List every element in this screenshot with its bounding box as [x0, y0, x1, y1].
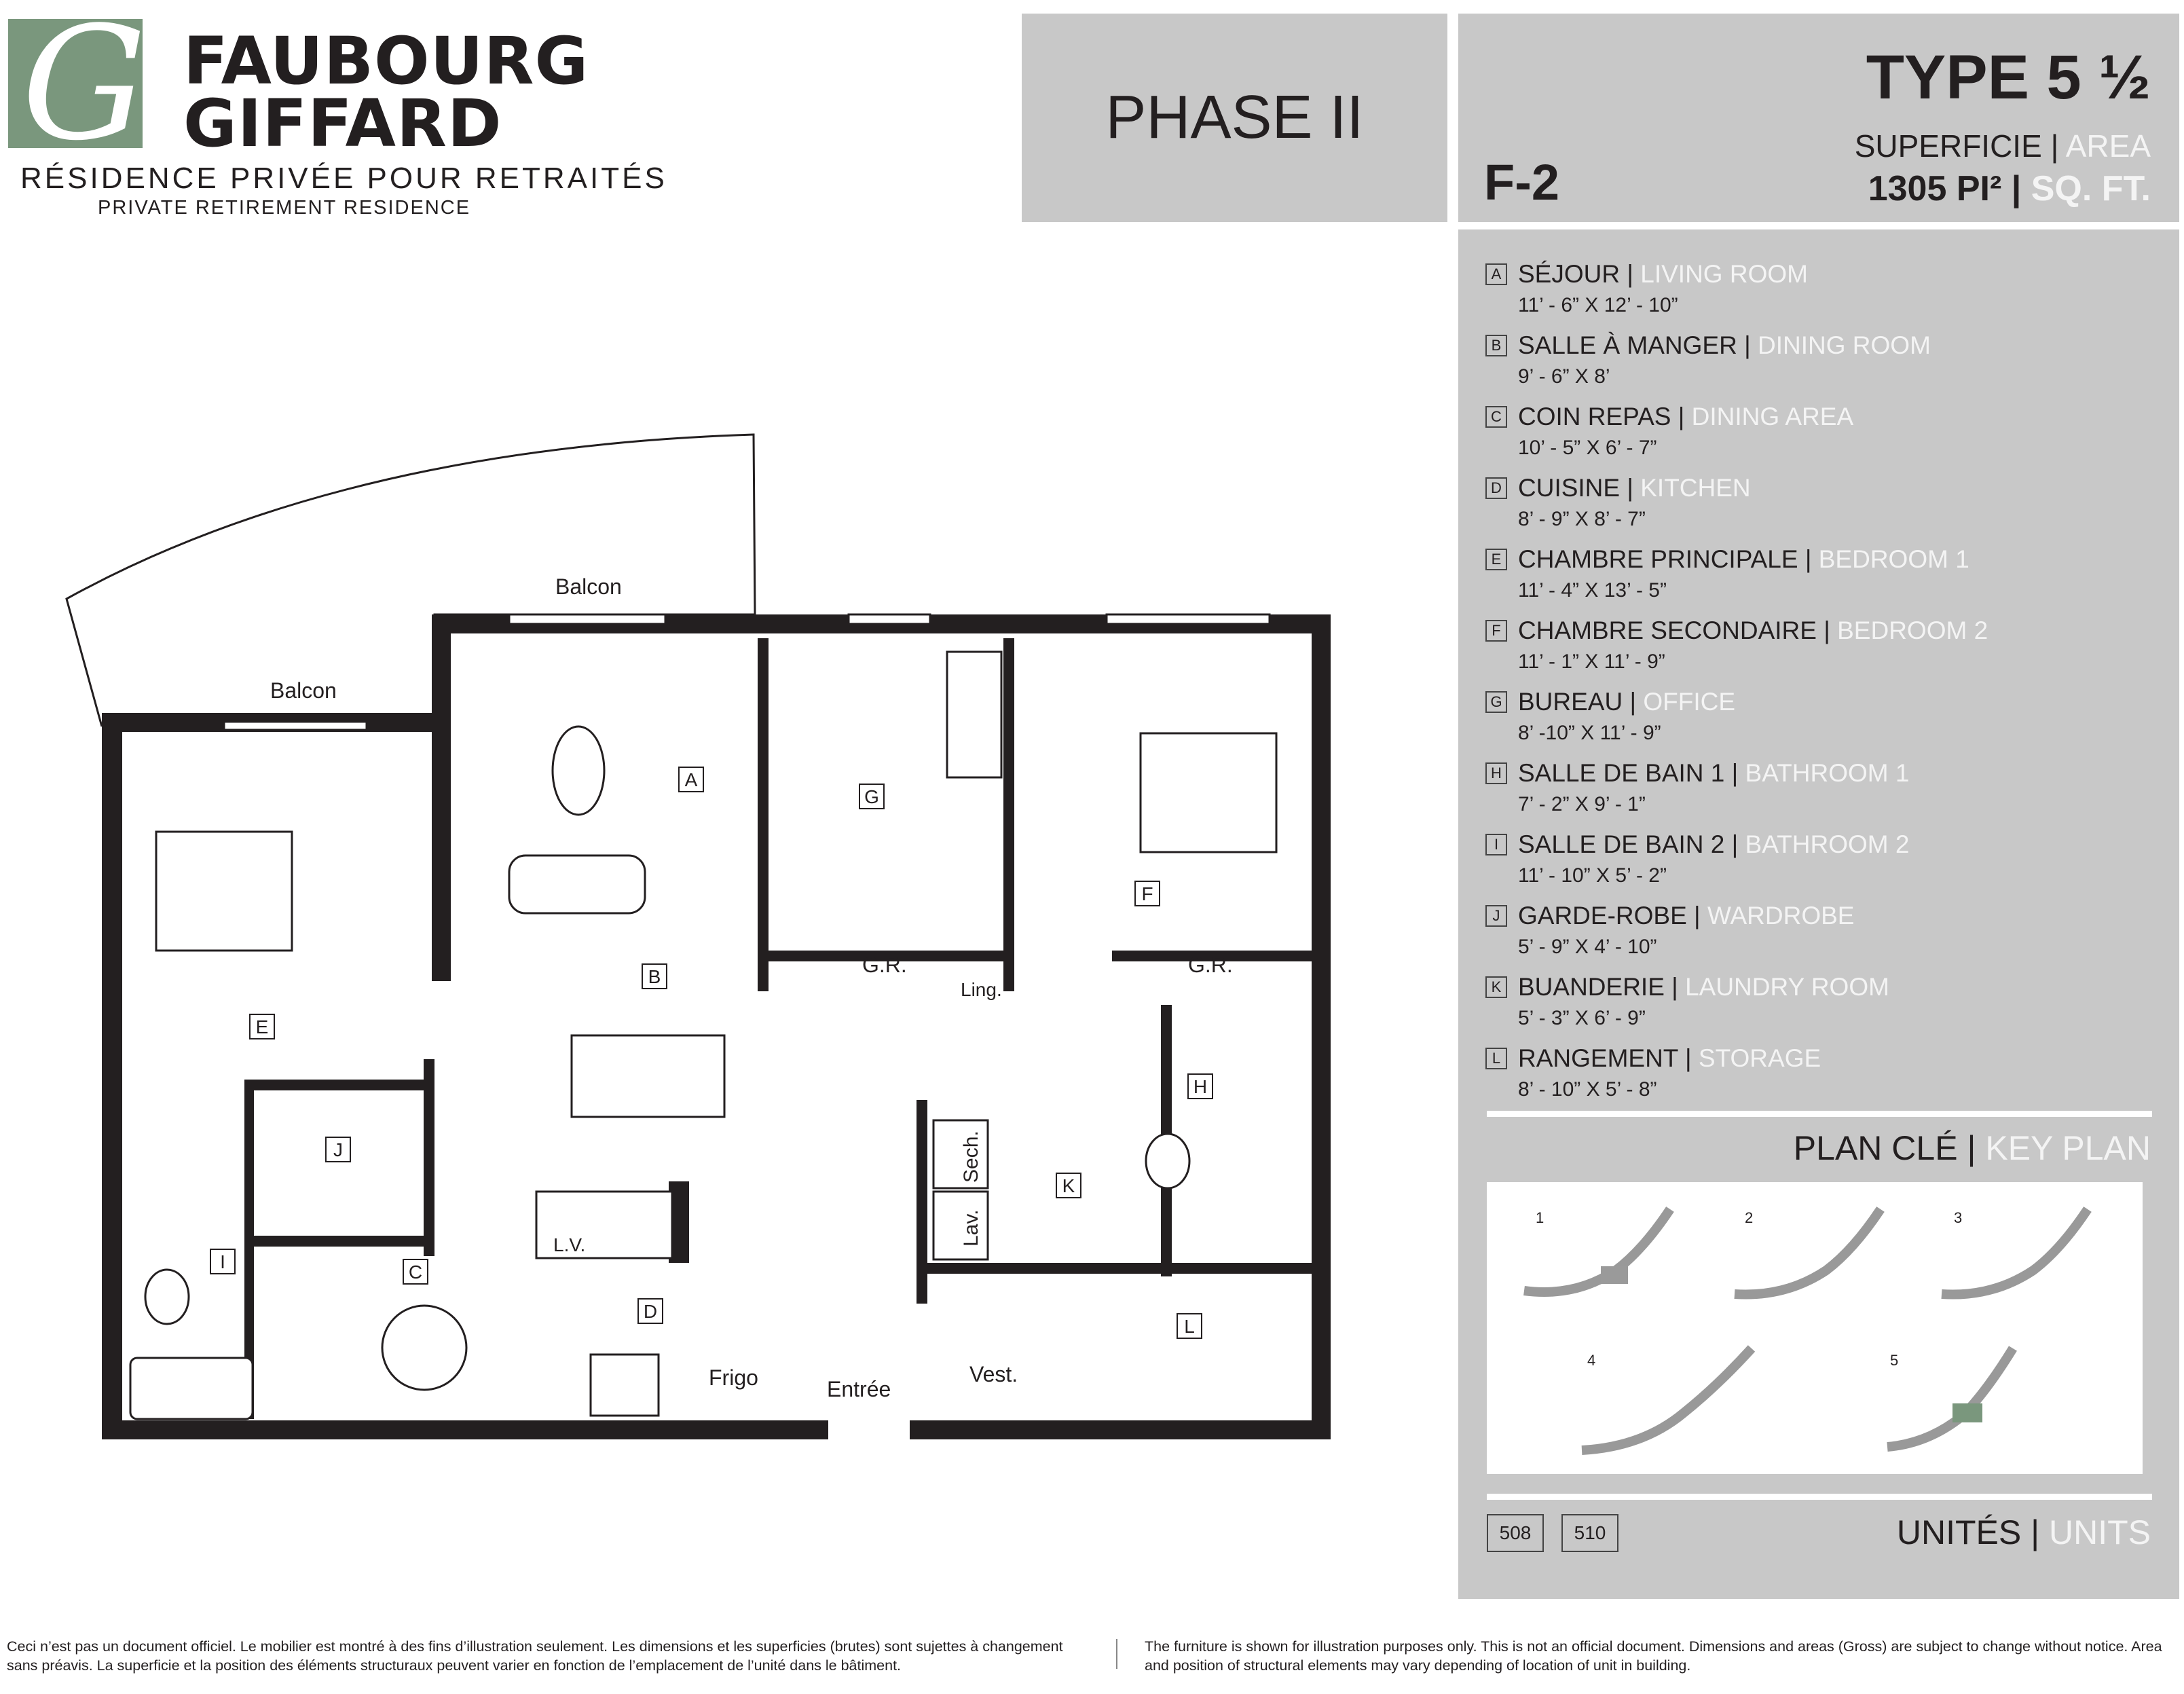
divider	[1487, 1494, 2152, 1500]
bed	[1141, 733, 1276, 852]
room-dimensions: 8’ - 10” X 5’ - 8”	[1518, 1078, 1657, 1101]
tagline-en: PRIVATE RETIREMENT RESIDENCE	[98, 197, 471, 219]
svg-text:G: G	[864, 786, 879, 807]
room-key: L	[1485, 1048, 1507, 1069]
room-name: COIN REPAS | DINING AREA	[1518, 403, 1854, 430]
room-entry-i	[1485, 830, 1909, 887]
key-plan-highlight-floor-5	[1952, 1403, 1982, 1422]
phase-label: PHASE II	[1105, 84, 1364, 151]
plan-marker-k	[1056, 1173, 1081, 1198]
room-entry-f	[1485, 616, 1988, 674]
unit-code: F-2	[1484, 154, 1559, 210]
bathtub	[130, 1358, 253, 1419]
room-key: D	[1485, 477, 1507, 499]
room-dimensions: 11’ - 10” X 5’ - 2”	[1518, 864, 1667, 887]
coffee-table	[553, 726, 604, 815]
room-entry-b	[1485, 331, 1931, 388]
room-key: C	[1485, 406, 1507, 428]
logo-mark: G	[8, 19, 143, 148]
room-dimensions: 9’ - 6” X 8’	[1518, 365, 1610, 388]
room-entry-c	[1485, 403, 1853, 460]
footer-divider	[1116, 1639, 1117, 1669]
disclaimer-en: The furniture is shown for illustration purposes only. This is not an official document. Dimensions and areas (Gross) are subject to change without notice. Area and position of structural elements may vary depending of location of unit in building.	[1145, 1638, 2162, 1674]
unit-badge-510: 510	[1561, 1514, 1618, 1552]
room-entry-d	[1485, 474, 1751, 531]
key-plan-title: PLAN CLÉ | KEY PLAN	[1793, 1129, 2151, 1167]
unit-type: TYPE 5 ½	[1866, 43, 2151, 112]
label-balcon: Balcon	[270, 678, 337, 703]
room-name: CHAMBRE PRINCIPALE | BEDROOM 1	[1518, 545, 1969, 573]
svg-text:F: F	[1141, 883, 1153, 904]
key-plan-building-1	[1524, 1209, 1670, 1292]
room-dimensions: 5’ - 3” X 6’ - 9”	[1518, 1007, 1646, 1029]
label-balcon: Balcon	[555, 574, 622, 599]
room-key: G	[1485, 691, 1507, 713]
plan-marker-f	[1135, 881, 1160, 906]
room-dimensions: 8’ -10” X 11’ - 9”	[1518, 722, 1661, 744]
svg-text:L: L	[1184, 1316, 1195, 1337]
room-name: GARDE-ROBE | WARDROBE	[1518, 902, 1855, 929]
plan-marker-g	[859, 784, 884, 809]
plan-marker-e	[250, 1014, 274, 1039]
svg-text:I: I	[220, 1251, 225, 1272]
svg-text:K: K	[1062, 1175, 1075, 1196]
dining-table	[572, 1035, 724, 1117]
room-dimensions: 11’ - 6” X 12’ - 10”	[1518, 294, 1678, 316]
round-table	[382, 1306, 466, 1390]
svg-text:A: A	[684, 769, 698, 790]
room-key: I	[1485, 834, 1507, 855]
label-lv: L.V.	[553, 1234, 586, 1255]
room-dimensions: 11’ - 1” X 11’ - 9”	[1518, 650, 1665, 673]
room-name: SÉJOUR | LIVING ROOM	[1518, 260, 1808, 288]
toilet	[1146, 1134, 1189, 1188]
window	[1107, 614, 1270, 624]
room-key: B	[1485, 335, 1507, 356]
room-dimensions: 8’ - 9” X 8’ - 7”	[1518, 508, 1646, 530]
balcony-outline	[67, 435, 755, 726]
label-gr: G.R.	[862, 953, 907, 977]
unit-type-box	[1458, 14, 2179, 222]
svg-text:E: E	[255, 1016, 269, 1037]
key-plan-building-5	[1887, 1348, 2013, 1447]
svg-text:C: C	[408, 1262, 423, 1283]
room-entry-h	[1485, 759, 1909, 816]
room-dimensions: 11’ - 4” X 13’ - 5”	[1518, 579, 1667, 602]
plan-marker-l	[1177, 1314, 1202, 1338]
unit-badge-508: 508	[1487, 1514, 1544, 1552]
room-dimensions: 10’ - 5” X 6’ - 7”	[1518, 437, 1657, 459]
key-plan-building-4	[1582, 1348, 1752, 1450]
room-key: J	[1485, 905, 1507, 927]
room-key: E	[1485, 549, 1507, 570]
svg-text:J: J	[333, 1139, 343, 1160]
key-plan-floor-1: 1	[1536, 1209, 1544, 1226]
room-dimensions: 7’ - 2” X 9’ - 1”	[1518, 793, 1646, 815]
bed	[156, 832, 292, 951]
plan-marker-d	[638, 1299, 663, 1323]
svg-text:D: D	[643, 1301, 658, 1322]
area-value: 1305 PI² | SQ. FT.	[1868, 169, 2151, 208]
sofa	[509, 855, 645, 913]
key-plan-building-3	[1942, 1209, 2088, 1295]
plan-marker-b	[642, 964, 667, 989]
toilet	[145, 1270, 189, 1324]
svg-text:H: H	[1193, 1076, 1208, 1097]
plan-marker-h	[1188, 1074, 1213, 1099]
plan-marker-c	[403, 1259, 428, 1284]
brand-name-line1: FAUBOURG	[183, 23, 589, 99]
room-entry-e	[1485, 545, 1969, 602]
label-frigo: Frigo	[709, 1365, 758, 1390]
key-plan-floor-3: 3	[1954, 1209, 1963, 1226]
label-vest: Vest.	[969, 1362, 1018, 1386]
plan-marker-a	[679, 767, 703, 792]
desk	[947, 652, 1001, 777]
area-label: SUPERFICIE | AREA	[1854, 128, 2151, 164]
disclaimer-fr: Ceci n’est pas un document officiel. Le mobilier est montré à des fins d’illustration seulement. Les dimensions et les superficies (brutes) sont sujettes à changement sans préavis. La superficie et la position des éléments structuraux peuvent varier en fonction de l’emplacement de l’unité dans le bâtiment.	[7, 1638, 1063, 1674]
key-plan	[1487, 1182, 2143, 1474]
legend-panel	[1458, 229, 2179, 1599]
plan-marker-j	[326, 1137, 350, 1162]
stove	[591, 1355, 659, 1416]
key-plan-building-2	[1735, 1209, 1881, 1295]
window	[224, 722, 367, 730]
room-dimensions: 5’ - 9” X 4’ - 10”	[1518, 936, 1657, 958]
label-sech: Sech.	[960, 1130, 982, 1183]
window	[849, 614, 930, 624]
divider	[1487, 1111, 2152, 1117]
room-name: SALLE DE BAIN 2 | BATHROOM 2	[1518, 830, 1910, 858]
room-key: F	[1485, 620, 1507, 642]
brand-name-line2: GIFFARD	[183, 86, 502, 162]
room-key: H	[1485, 762, 1507, 784]
key-plan-highlight-floor-1	[1601, 1266, 1628, 1284]
units-title: UNITÉS | UNITS	[1896, 1513, 2151, 1551]
label-gr: G.R.	[1188, 953, 1233, 977]
room-name: CUISINE | KITCHEN	[1518, 474, 1751, 502]
room-name: BUANDERIE | LAUNDRY ROOM	[1518, 973, 1889, 1001]
key-plan-floor-5: 5	[1890, 1352, 1899, 1369]
key-plan-floor-2: 2	[1745, 1209, 1754, 1226]
label-lav: Lav.	[960, 1209, 982, 1247]
window	[509, 614, 665, 624]
tagline-fr: RÉSIDENCE PRIVÉE POUR RETRAITÉS	[20, 162, 667, 195]
room-key: K	[1485, 976, 1507, 998]
room-entry-g	[1485, 688, 1735, 745]
room-entry-a	[1485, 260, 1808, 317]
room-entry-l	[1485, 1044, 1821, 1101]
room-name: SALLE DE BAIN 1 | BATHROOM 1	[1518, 759, 1910, 787]
key-plan-floor-4: 4	[1587, 1352, 1596, 1369]
plan-marker-i	[210, 1249, 235, 1274]
room-key: A	[1485, 263, 1507, 285]
room-entry-j	[1485, 902, 1854, 959]
key-plan-drawing	[1487, 1182, 2143, 1474]
svg-text:B: B	[648, 966, 661, 987]
label-ling: Ling.	[961, 979, 1002, 1000]
room-name: CHAMBRE SECONDAIRE | BEDROOM 2	[1518, 616, 1988, 644]
label-entree: Entrée	[827, 1377, 891, 1401]
room-name: RANGEMENT | STORAGE	[1518, 1044, 1821, 1072]
room-name: BUREAU | OFFICE	[1518, 688, 1736, 716]
room-name: SALLE À MANGER | DINING ROOM	[1518, 331, 1931, 359]
room-entry-k	[1485, 973, 1889, 1030]
